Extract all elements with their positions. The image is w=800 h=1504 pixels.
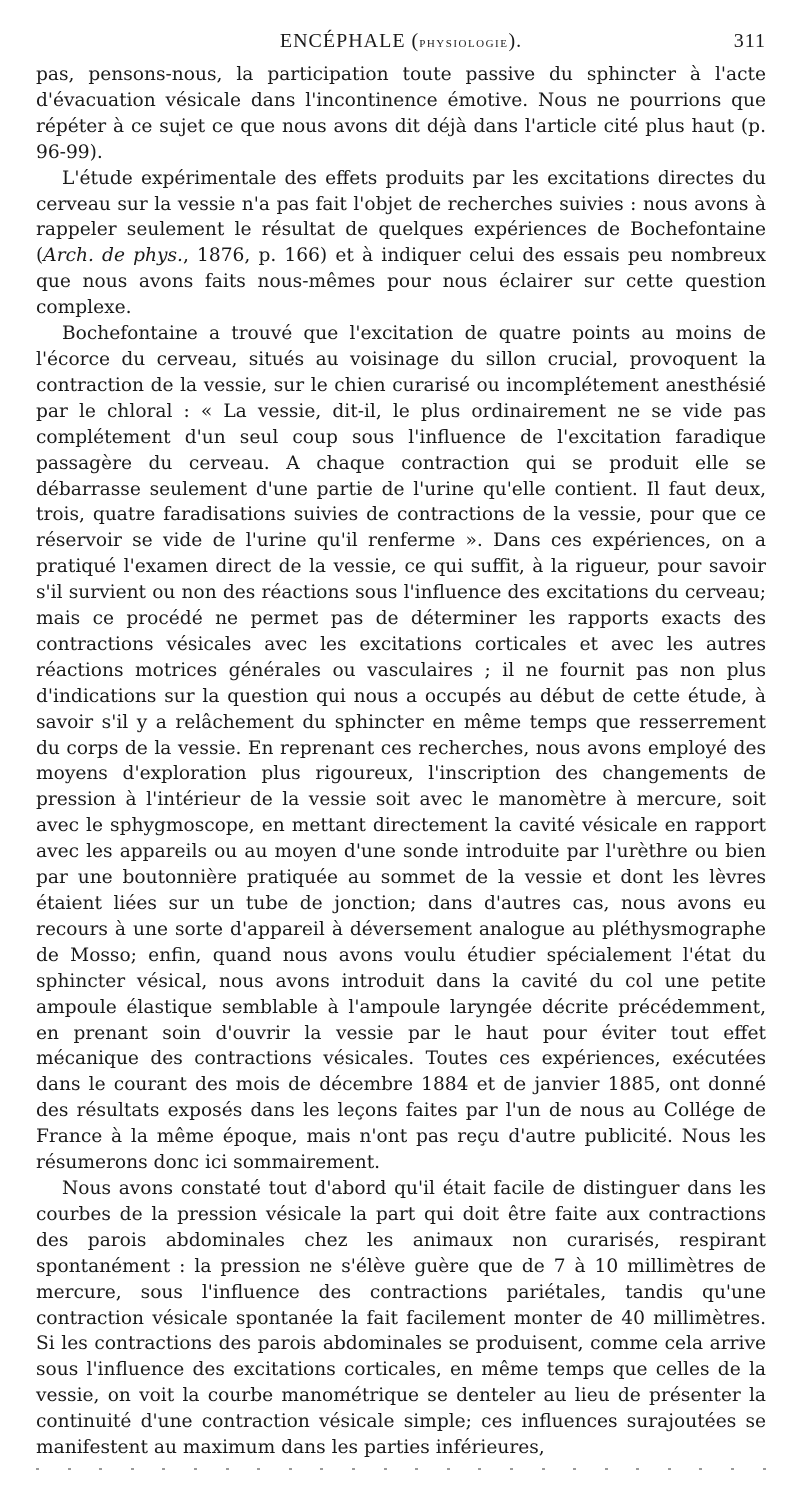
book-page: [36, 30, 766, 1461]
paragraph-2: [36, 166, 766, 321]
citation-italic: Arch. de phys.: [43, 245, 183, 267]
running-title-close-paren: ).: [508, 30, 523, 52]
paragraph-text: , 1876, p. 166) et à indiquer celui des essais peu nombreux que nous avons faits nous-mêmes pour nous éclairer sur cette question complexe.: [36, 245, 766, 319]
paragraph-1: [36, 62, 766, 166]
scan-artifact-line: [36, 1466, 766, 1472]
running-header: [36, 30, 766, 56]
paragraph-text: pas, pensons-nous, la participation toute passive du sphincter à l'acte d'évacuation vésicale dans l'incontinence émotive. Nous ne pourrions que répéter à ce sujet ce que nous avons dit déjà dans l'article cité plus haut (p. 96-99).: [36, 64, 766, 163]
paragraph-text: Nous avons constaté tout d'abord qu'il était facile de distinguer dans les courbes de la pression vésicale la part qui doit être faite aux contractions des parois abdominales chez les animaux non curarisés, respirant spontanément : la pression ne s'élève guère que de 7 à 10 millimètres de mercure, sous l'influence des contractions pariétales, tandis qu'une contraction vésicale spontanée la fait facilement monter de 40 millimètres. Si les contractions des parois abdominales se produisent, comme cela arrive sous l'influence des excitations corticales, en même temps que celles de la vessie, on voit la courbe manométrique se denteler au lieu de présenter la continuité d'une contraction vésicale simple; ces influences surajoutées se manifestent au maximum dans les parties inférieures,: [36, 1177, 766, 1459]
paragraph-3: [36, 321, 766, 1176]
running-title: [36, 30, 766, 53]
running-title-main: ENCÉPHALE: [279, 30, 406, 52]
paragraph-text: L'étude expérimentale des effets produits par les excitations directes du cerveau sur la vessie n'a pas fait l'objet de recherches suivies : nous avons à rappeler seulement le résultat de quelques expériences de Bochefontaine (: [36, 167, 766, 267]
page-number: 311: [733, 30, 766, 52]
body-text: [36, 62, 766, 1461]
running-title-section: physiologie: [419, 35, 509, 51]
running-title-open-paren: (: [405, 30, 420, 52]
paragraph-text: Bochefontaine a trouvé que l'excitation de quatre points au moins de l'écorce du cerveau, situés au voisinage du sillon crucial, provoquent la contraction de la vessie, sur le chien curarisé ou incomplétement anesthésié par le chloral : « La vessie, dit-il, le plus ordinairement ne se vide pas complétement d'un seul coup sous l'influence de l'excitation faradique passagère du cerveau. A chaque contraction qui se produit elle se débarrasse seulement d'une partie de l'urine qu'elle contient. Il faut deux, trois, quatre faradisations suivies de contractions de la vessie, pour que ce réservoir se vide de l'urine qu'il renferme ». Dans ces expériences, on a pratiqué l'examen direct de la vessie, ce qui suffit, à la rigueur, pour savoir s'il survient ou non des réactions sous l'influence des excitations du cerveau; mais ce procédé ne permet pas de déterminer les rapports exacts des contractions vésicales avec les excitations corticales et avec les autres réactions motrices générales ou vasculaires ; il ne fournit pas non plus d'indications sur la question qui nous a occupés au début de cette étude, à savoir s'il y a relâchement du sphincter en même temps que resserrement du corps de la vessie. En reprenant ces recherches, nous avons employé des moyens d'exploration plus rigoureux, l'inscription des changements de pression à l'intérieur de la vessie soit avec le manomètre à mercure, soit avec le sphygmoscope, en mettant directement la cavité vésicale en rapport avec les appareils ou au moyen d'une sonde introduite par l'urèthre ou bien par une boutonnière pratiquée au sommet de la vessie et dont les lèvres étaient liées sur un tube de jonction; dans d'autres cas, nous avons eu recours à une sorte d'appareil à déversement analogue au pléthysmographe de Mosso; enfin, quand nous avons voulu étudier spécialement l'état du sphincter vésical, nous avons introduit dans la cavité du col une petite ampoule élastique semblable à l'ampoule laryngée décrite précédemment, en prenant soin d'ouvrir la vessie par le haut pour éviter tout effet mécanique des contractions vésicales. Toutes ces expériences, exécutées dans le courant des mois de décembre 1884 et de janvier 1885, ont donné des résultats exposés dans les leçons faites par l'un de nous au Collége de France à la même époque, mais n'ont pas reçu d'autre publicité. Nous les résumerons donc ici sommairement.: [36, 323, 766, 1174]
paragraph-4: [36, 1176, 766, 1461]
